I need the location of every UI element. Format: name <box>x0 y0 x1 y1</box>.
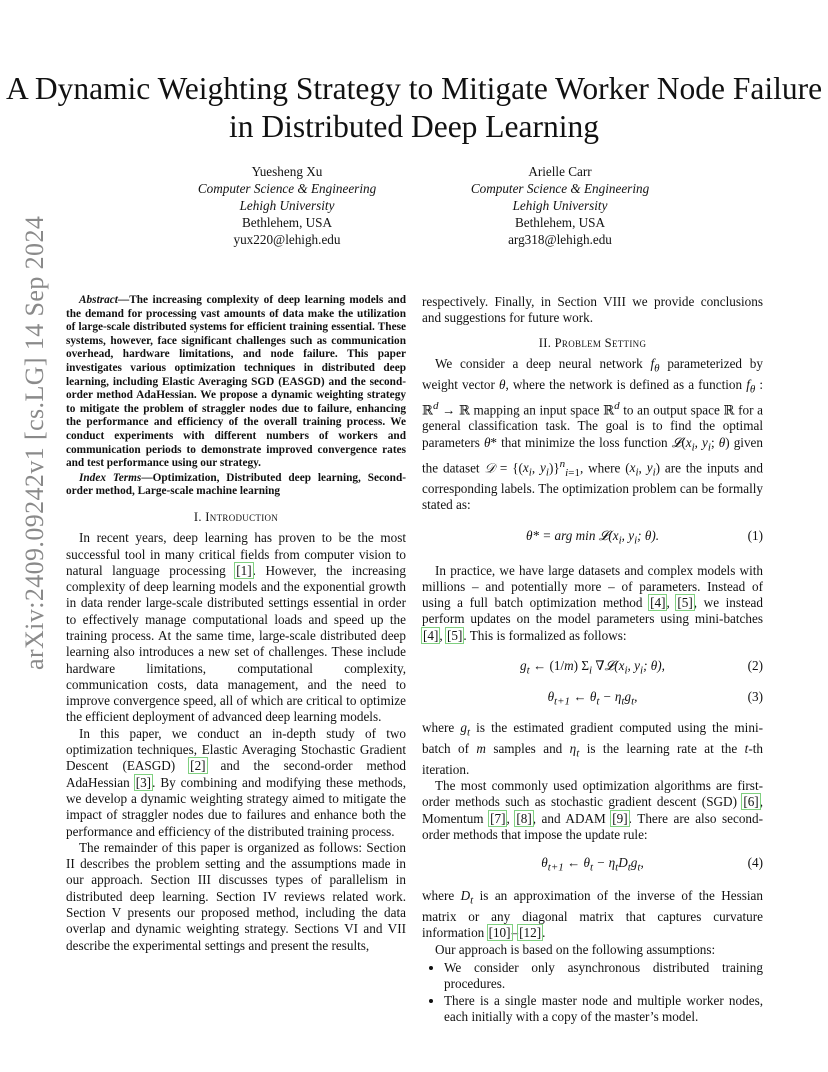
citation-link[interactable]: [4] <box>650 595 666 611</box>
author-email[interactable]: yux220@lehigh.edu <box>233 232 341 247</box>
equation-1: θ* = arg $\min 𝓛(x_i$, $y_i$; θ). (1) <box>525 527 763 547</box>
citation-link[interactable]: [8] <box>516 810 532 826</box>
problem-paragraph-3: where $g_t$ is the estimated gradient computed using the mini-batch of m samples and $\eta_t$ is the learning rate at the t-th iteration. <box>422 719 763 777</box>
author-university: Lehigh University <box>239 198 335 213</box>
equation-number: (2) <box>747 658 763 674</box>
author-name: Yuesheng Xu <box>251 164 323 179</box>
author-name: Arielle Carr <box>528 164 592 179</box>
citation-link[interactable]: [5] <box>677 595 693 611</box>
assumptions-intro: Our approach is based on the following assumptions: <box>435 941 716 957</box>
author-department: Computer Science & Engineering <box>197 181 377 196</box>
abstract: Abstract—The increasing complexity of deep learning models and the demand for processing vast amounts of data make the utilization of large-scale distributed systems for efficient training essential. These systems, however, face significant challenges such as communication overhead, hardware limitations, and node failure. This paper investigates various optimization techniques in distributed deep learning, including Elastic Averaging SGD (EASGD) and the second-order method AdaHessian. We propose a dynamic weighting strategy to mitigate the problem of straggler nodes due to failure, enhancing the performance and efficiency of the overall training process. We conduct experiments with different numbers of workers and communication periods to demonstrate improved convergence rates and test performance using our strategy. <box>66 294 406 470</box>
problem-paragraph-5: where $D_t$ is an approximation of the inverse of the Hessian matrix or any diagonal matrix that captures curvature information [10]–[12]. <box>422 888 763 941</box>
citation-link[interactable]: [4] <box>423 627 439 643</box>
equation-4: $\theta_{t+1}$ ← $\theta_t - \eta_tD_tg_t$, (4) <box>541 855 763 874</box>
intro-paragraph-2: In this paper, we conduct an in-depth study of two optimization techniques, Elastic Averaging Stochastic Gradient Descent (EASGD) [2] and the second-order method AdaHessian [3]. By combining and modifying these methods, we develop a dynamic weighting strategy aimed to mitigate the impact of straggler nodes due to failures and enhance both the performance and efficiency of the distributed training process. <box>66 725 407 839</box>
left-column <box>66 294 406 954</box>
equation-3: $\theta_{t+1}$ ← $\theta_t - \eta_tg_t$, (3) <box>547 688 763 708</box>
author-location: Bethlehem, USA <box>241 215 333 230</box>
citation-link[interactable]: [12] <box>519 925 542 941</box>
equation-number: (1) <box>747 527 763 543</box>
list-item: • There is a single master node and multiple worker nodes, each initially with a copy of the master’s model. <box>444 993 763 1026</box>
citation-link[interactable]: [6] <box>743 794 759 810</box>
index-terms: Index Terms—Optimization, Distributed deep learning, Second-order method, Large-scale machine learning <box>66 471 406 498</box>
problem-paragraph-4: The most commonly used optimization algorithms are first-order methods such as stochastic gradient descent (SGD) [6], Momentum [7], [8], and ADAM [9]. There are also second-order methods that impose the update rule: <box>422 778 763 842</box>
citation-link[interactable]: [9] <box>612 810 628 826</box>
author-location: Bethlehem, USA <box>514 215 606 230</box>
problem-paragraph-2: In practice, we have large datasets and complex models with millions – and potentially more – of parameters. Instead of using a full batch optimization method [4], [5], we instead perform updates on the model parameters using mini-batches [4], [5]. This is formalized as follows: <box>422 562 763 643</box>
citation-link[interactable]: [3] <box>135 774 152 790</box>
equation-number: (4) <box>747 855 763 871</box>
assumptions-list <box>422 960 763 1025</box>
author-university: Lehigh University <box>512 198 608 213</box>
right-column <box>422 294 763 1025</box>
list-item: • We consider only asynchronous distributed training procedures. <box>444 960 763 993</box>
intro-paragraph-1: In recent years, deep learning has proven to be the most successful tool in many critical fields from computer vision to natural language processing [1]. However, the increasing complexity of deep learning models and the exponential growth in data render large-scale distributed settings essential in order to effectively manage computational loads and speed up the training process. At the same time, large-scale distributed deep learning also introduces a new set of challenges. These include hardware limitations, computational complexity, communication costs, data management, and the need to improve convergence speed, all of which are critical to optimize the efficient deployment of advanced deep learning models. <box>66 530 406 725</box>
author-email[interactable]: arg318@lehigh.edu <box>508 232 612 247</box>
equation-2: $g_t$ ← (1/m) $\Sigma_i$ $\nabla 𝓛(x_i$, $y_i$; θ), (2) <box>520 658 763 677</box>
citation-link[interactable]: [2] <box>190 758 206 774</box>
section-heading-problem-setting: II. Problem Setting <box>538 335 647 350</box>
citation-link[interactable]: [1] <box>236 562 252 578</box>
right-paragraph-0: respectively. Finally, in Section VIII we provide conclusions and suggestions for future work. <box>422 294 763 326</box>
citation-link[interactable]: [10] <box>488 925 511 941</box>
section-heading-introduction: I. Introduction <box>193 509 279 524</box>
author-block-1 <box>157 163 417 248</box>
author-department: Computer Science & Engineering <box>470 181 650 196</box>
intro-paragraph-3: The remainder of this paper is organized as follows: Section II describes the problem setting and the assumptions made in our approach. Section III discusses types of parallelism in distributed deep learning. Section IV reviews related work. Section V presents our proposed method, including the data overlap and dynamic weighting strategy. Sections VI and VII describe the experimental settings and present the results, <box>66 839 406 953</box>
author-block-2 <box>430 163 690 248</box>
problem-paragraph-1: We consider a deep neural network $f_\theta$ parameterized by weight vector θ, where the network is defined as a function $f_\theta$ : ℝ$^d$ → ℝ mapping an input space ℝ$^d$ to an output space ℝ for a general classification task. The goal is to find the optimal parameters θ* that minimize the loss function $𝓛(x_i$, $y_i$; θ) given the dataset 𝒟 = {($x_i$, $y_i)\}^n_{i=1}$, where ($x_i$, $y_i$) are the inputs and corresponding labels. The optimization problem can be formally stated as: <box>422 355 764 513</box>
equation-number: (3) <box>747 688 763 704</box>
arxiv-identifier: arXiv:2409.09242v1 [cs.LG] 14 Sep 2024 <box>20 215 49 670</box>
citation-link[interactable]: [7] <box>490 810 506 826</box>
citation-link[interactable]: [5] <box>446 627 463 643</box>
paper-title: A Dynamic Weighting Strategy to Mitigate Worker Node Failure in Distributed Deep Learning <box>5 71 823 144</box>
